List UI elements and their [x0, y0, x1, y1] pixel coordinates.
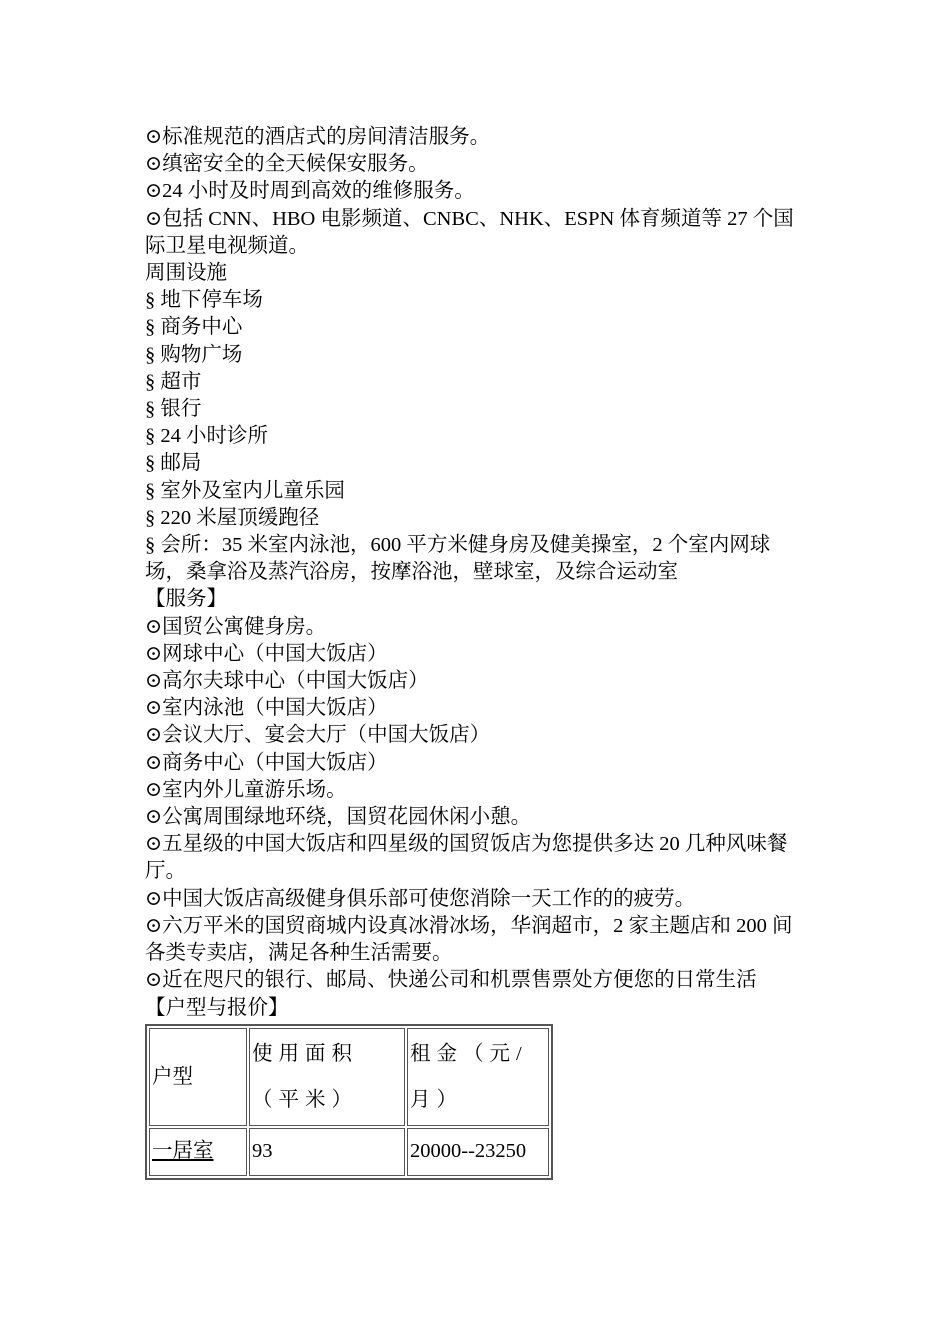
text-line: 【服务】	[145, 588, 227, 611]
text-line: ⊙室内外儿童游乐场。	[145, 778, 347, 801]
text-line: ⊙公寓周围绿地环绕，国贸花园休闲小憩。	[145, 806, 532, 829]
text-line: ⊙六万平米的国贸商城内设真冰滑冰场，华润超市，2 家主题店和 200 间各类专卖店，满足各种生活需要。	[145, 914, 793, 965]
pricing-table	[145, 1024, 553, 1180]
text-line: § 购物广场	[145, 343, 243, 366]
text-line: § 商务中心	[145, 316, 243, 339]
pricing-table-header-row	[149, 1028, 549, 1126]
unit-type-link[interactable]: 一居室	[152, 1140, 214, 1163]
text-line: § 银行	[145, 398, 202, 421]
text-line: § 室外及室内儿童乐园	[145, 479, 345, 502]
text-line: § 会所：35 米室内泳池，600 平方米健身房及健美操室，2 个室内网球场，桑拿浴及蒸汽浴房，按摩浴池，壁球室，及综合运动室	[145, 534, 771, 584]
text-line: ⊙国贸公寓健身房。	[145, 615, 327, 638]
table-row	[149, 1128, 549, 1176]
text-line: ⊙商务中心（中国大饭店）	[145, 751, 388, 774]
cell-rent: 20000--23250	[407, 1128, 549, 1176]
text-line: § 24 小时诊所	[145, 425, 268, 448]
header-type: 户型	[149, 1028, 247, 1126]
text-line: ⊙中国大饭店高级健身俱乐部可使您消除一天工作的的疲劳。	[145, 887, 696, 910]
text-line: ⊙会议大厅、宴会大厅（中国大饭店）	[145, 724, 491, 747]
text-line: § 邮局	[145, 452, 202, 475]
text-line: ⊙室内泳池（中国大饭店）	[145, 697, 388, 720]
text-line: ⊙五星级的中国大饭店和四星级的国贸饭店为您提供多达 20 几种风味餐厅。	[145, 833, 788, 883]
text-line: ⊙高尔夫球中心（中国大饭店）	[145, 670, 429, 693]
text-line: ⊙近在咫尺的银行、邮局、快递公司和机票售票处方便您的日常生活	[145, 969, 757, 992]
text-line: § 220 米屋顶缓跑径	[145, 506, 320, 529]
document-body	[145, 124, 809, 1180]
cell-type	[149, 1128, 247, 1176]
text-line: ⊙包括 CNN、HBO 电影频道、CNBC、NHK、ESPN 体育频道等 27 个国际卫星电视频道。	[145, 207, 794, 257]
header-rent: 租金（元/月）	[407, 1028, 549, 1126]
pricing-heading: 【户型与报价】	[145, 996, 289, 1019]
text-line: ⊙标准规范的酒店式的房间清洁服务。	[145, 126, 491, 148]
text-line: ⊙24 小时及时周到高效的维修服务。	[145, 180, 475, 203]
text-line: § 地下停车场	[145, 289, 263, 312]
text-line: ⊙网球中心（中国大饭店）	[145, 642, 388, 665]
text-line: ⊙缜密安全的全天候保安服务。	[145, 153, 429, 176]
cell-area: 93	[249, 1128, 405, 1176]
text-line: § 超市	[145, 370, 202, 393]
text-line: 周围设施	[145, 262, 227, 285]
header-area: 使用面积（平米）	[249, 1028, 405, 1126]
text-lines	[145, 124, 809, 995]
